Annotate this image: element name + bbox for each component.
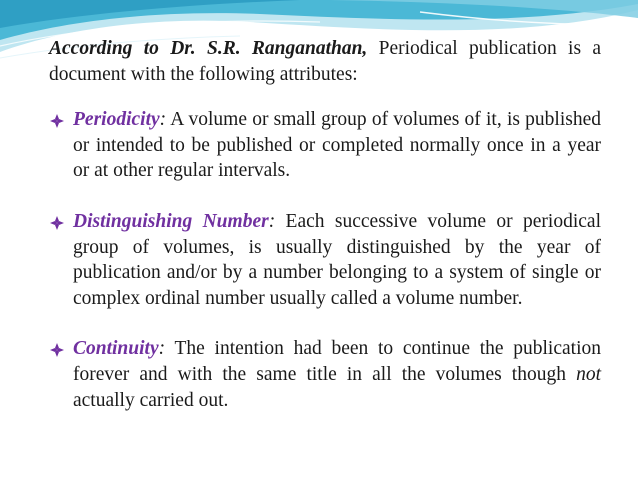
term-colon: : <box>159 109 167 131</box>
intro-paragraph <box>49 36 601 87</box>
bullet-periodicity <box>49 107 601 184</box>
bullet-text: A volume or small group of volumes of it, is published or intended to be published or completed normally once in a year or at other regular intervals. <box>73 109 601 182</box>
slide-body <box>49 36 601 438</box>
bullet-distinguishing-number <box>49 209 601 311</box>
term-continuity: Continuity <box>73 338 159 360</box>
term-colon: : <box>158 338 166 360</box>
diamond-bullet-icon <box>49 215 65 231</box>
diamond-bullet-icon <box>49 113 65 129</box>
term-colon: : <box>268 210 276 232</box>
bullet-text-end: actually carried out. <box>73 389 229 411</box>
term-periodicity: Periodicity <box>73 109 160 131</box>
bullet-continuity <box>49 336 601 413</box>
bullet-text: Each successive volume or periodical group of volumes, is usually distinguished by the year of publication and/or by a number belonging to a system of single or complex ordinal number usually called a volume number. <box>73 210 601 309</box>
bullet-text: The intention had been to continue the publication forever and with the same title in all the volumes though <box>73 338 601 385</box>
emphasis-not: not <box>576 363 601 385</box>
intro-text: Periodical publication is a document with the following attributes: <box>49 38 601 85</box>
intro-lead: According to Dr. S.R. Ranganathan, <box>49 38 368 59</box>
term-distinguishing-number: Distinguishing Number <box>73 210 269 232</box>
diamond-bullet-icon <box>49 342 65 358</box>
